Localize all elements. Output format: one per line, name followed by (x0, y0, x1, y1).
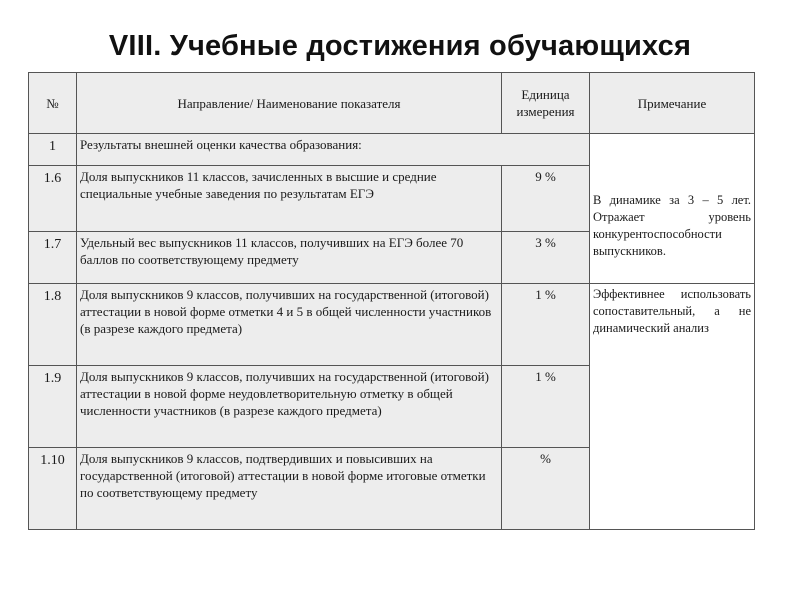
row-num: 1.10 (29, 448, 77, 530)
note-dynamics: В динамике за 3 – 5 лет. Отражает уровень конкурентоспособности выпускников. (590, 134, 755, 284)
table-header-row (29, 73, 755, 134)
row-unit: 9 % (502, 166, 590, 232)
achievements-table (28, 72, 755, 530)
header-unit: Единица измерения (502, 73, 590, 134)
section-title: Результаты внешней оценки качества образования: (77, 134, 590, 166)
row-text: Удельный вес выпускников 11 классов, получивших на ЕГЭ более 70 баллов по соответствующему предмету (77, 232, 502, 284)
row-unit: 1 % (502, 366, 590, 448)
header-note: Примечание (590, 73, 755, 134)
section-row (29, 134, 755, 166)
row-text: Доля выпускников 11 классов, зачисленных в высшие и средние специальные учебные заведения по результатам ЕГЭ (77, 166, 502, 232)
note-comparative: Эффективнее использовать сопоставительный, а не динамический анализ (590, 284, 755, 530)
table-row (29, 284, 755, 366)
row-num: 1.6 (29, 166, 77, 232)
header-num: № (29, 73, 77, 134)
row-num: 1.8 (29, 284, 77, 366)
row-num: 1.7 (29, 232, 77, 284)
row-text: Доля выпускников 9 классов, получивших на государственной (итоговой) аттестации в новой форме неудовлетворительную отметку в общей численности участников (в разрезе каждого предмета) (77, 366, 502, 448)
row-unit: 1 % (502, 284, 590, 366)
row-unit: % (502, 448, 590, 530)
row-text: Доля выпускников 9 классов, получивших на государственной (итоговой) аттестации в новой форме отметки 4 и 5 в общей численности участников (в разрезе каждого предмета) (77, 284, 502, 366)
section-num: 1 (29, 134, 77, 166)
row-unit: 3 % (502, 232, 590, 284)
page-title: VIII. Учебные достижения обучающихся (108, 30, 692, 62)
header-direction: Направление/ Наименование показателя (77, 73, 502, 134)
row-text: Доля выпускников 9 классов, подтвердивших и повысивших на государственной (итоговой) аттестации в новой форме итоговые отметки по соответствующему предмету (77, 448, 502, 530)
row-num: 1.9 (29, 366, 77, 448)
